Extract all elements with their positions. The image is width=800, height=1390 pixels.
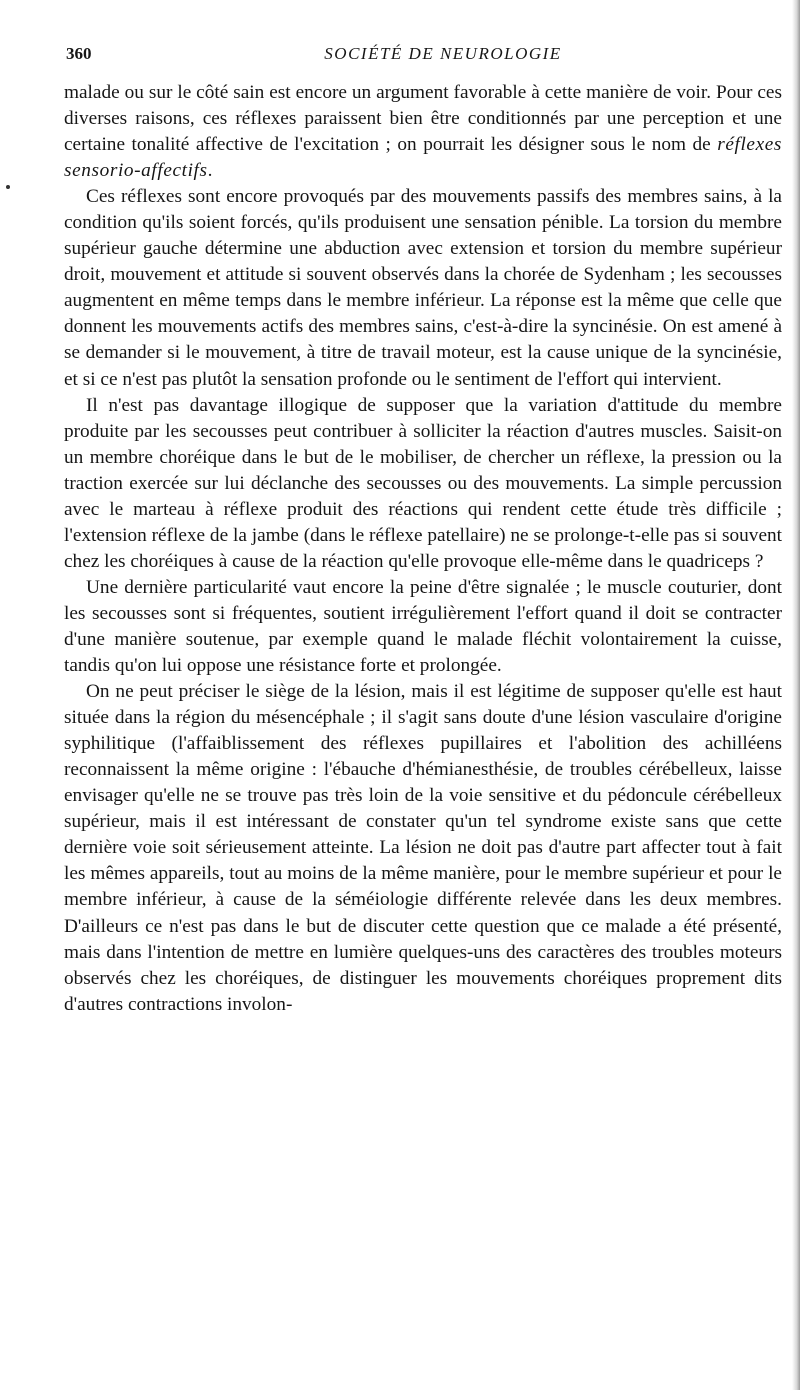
paragraph-2: Ces réflexes sont encore provoqués par des mouvements passifs des membres sains, à la condition qu'ils soient forcés, qu'ils produisent une sensation pénible. La torsion du membre supérieur gauche détermine une abduction avec extension et torsion du membre supérieur droit, mouvement et attitude si souvent observés dans la chorée de Sydenham ; les secousses augmentent en même temps dans le membre inférieur. La réponse est la même que celle que donnent les mouvements actifs des membres sains, c'est-à-dire la syncinésie. On est amené à se demander si le mouvement, à titre de travail moteur, est la cause unique de la syncinésie, et si ce n'est pas plutôt la sensation profonde ou le sentiment de l'effort qui intervient. xyxy=(64,186,782,390)
body-text xyxy=(64,80,782,1018)
margin-speck xyxy=(6,185,10,189)
running-title: SOCIÉTÉ DE NEUROLOGIE xyxy=(324,44,562,63)
paragraph-5: On ne peut préciser le siège de la lésion, mais il est légitime de supposer qu'elle est haut située dans la région du mésencéphale ; il s'agit sans doute d'une lésion vasculaire d'origine syphilitique (l'affaiblissement des réflexes pupillaires et l'abolition des achilléens reconnaissent la même origine : l'ébauche d'hémianesthésie, de troubles cérébelleux, laisse envisager qu'elle ne se trouve pas très loin de la voie sensitive et du pédoncule cérébelleux supérieur, mais il est intéressant de constater qu'un tel syndrome existe sans que cette dernière voie soit sérieusement atteinte. La lésion ne doit pas d'autre part affecter tout à fait les mêmes appareils, tout au moins de la même manière, pour le membre supérieur et pour le membre inférieur, à cause de la séméiologie différente relevée dans les deux membres. D'ailleurs ce n'est pas dans le but de discuter cette question que ce malade a été présenté, mais dans l'intention de mettre en lumière quelques-uns des caractères des troubles moteurs observés chez les choréiques, de distinguer les mouvements choréiques proprement dits d'autres contractions involon- xyxy=(64,681,782,1015)
paragraph-1-text: malade ou sur le côté sain est encore un argument favorable à cette manière de voir. Pour ces diverses raisons, ces réflexes paraissent bien être conditionnés par une perception et une certaine tonalité affective de l'excitation ; on pourrait les désigner sous le nom de xyxy=(64,82,782,156)
paragraph-1-end: . xyxy=(207,160,213,182)
page-number: 360 xyxy=(66,44,92,63)
page-header xyxy=(66,44,780,70)
paragraph-4: Une dernière particularité vaut encore la peine d'être signalée ; le muscle couturier, dont les secousses sont si fréquentes, soutient irrégulièrement l'effort quand il doit se contracter d'une manière soutenue, par exemple quand le malade fléchit volontairement la cuisse, tandis qu'on lui oppose une résistance forte et prolongée. xyxy=(64,576,782,677)
paragraph-3: Il n'est pas davantage illogique de supposer que la variation d'attitude du membre produite par les secousses peut contribuer à solliciter la réaction d'autres muscles. Saisit-on un membre choréique dans le but de le mobiliser, de chercher un réflexe, la pression ou la traction exercée sur lui déclanche des secousses ou des mouvements. La simple percussion avec le marteau à réflexe produit des réactions qui rendent cette étude très difficile ; l'extension réflexe de la jambe (dans le réflexe patellaire) ne se prolonge-t-elle pas si souvent chez les choréiques à cause de la réaction qu'elle provoque elle-même dans le quadriceps ? xyxy=(64,394,782,572)
paragraph-1 xyxy=(64,80,782,184)
page-edge-shadow xyxy=(792,0,800,1390)
emphasis-term: réflexes sensorio-affectifs xyxy=(64,134,782,182)
